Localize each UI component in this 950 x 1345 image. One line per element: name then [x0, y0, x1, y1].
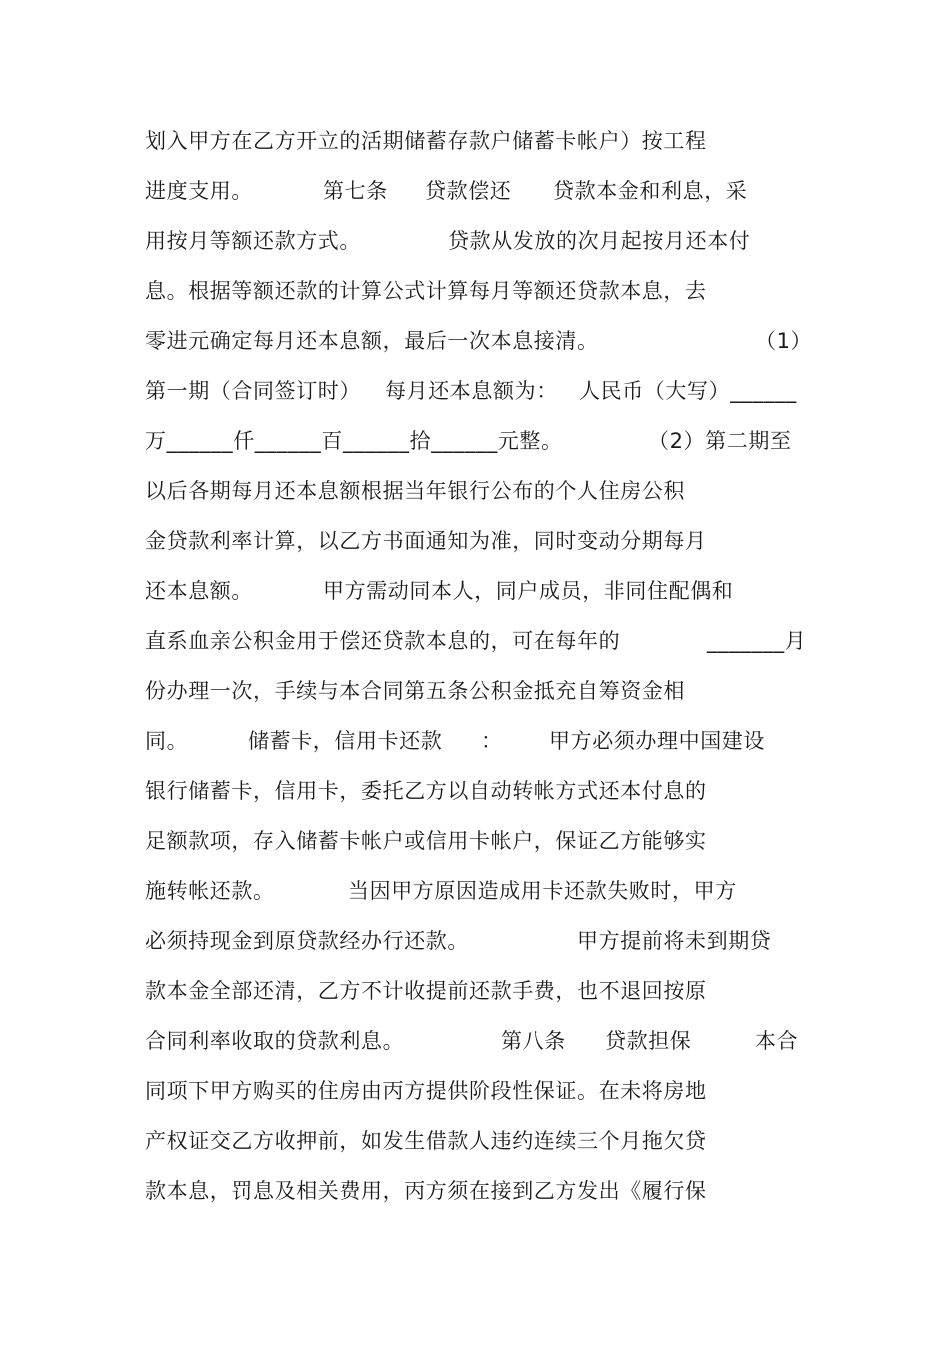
text-segment: 息。根据等额还款的计算公式计算每月等额还贷款本息，去 — [145, 279, 707, 303]
text-segment: 人民币（大写）______ — [579, 379, 797, 403]
text-segment: 金贷款利率计算，以乙方书面通知为准，同时变动分期每月 — [145, 529, 707, 553]
text-segment: 同。 — [145, 729, 189, 753]
text-segment: 第八条 — [501, 1029, 566, 1053]
text-segment: 银行储蓄卡，信用卡，委托乙方以自动转帐方式还本付息的 — [145, 779, 707, 803]
text-segment: 贷款从发放的次月起按月还本付 — [448, 229, 751, 253]
text-segment: 用按月等额还款方式。 — [145, 229, 361, 253]
text-segment: 必须持现金到原贷款经办行还款。 — [145, 929, 469, 953]
text-segment: 合同利率收取的贷款利息。 — [145, 1029, 405, 1053]
text-segment: 甲方提前将未到期贷 — [577, 929, 772, 953]
text-segment: 贷款担保 — [605, 1029, 692, 1053]
text-segment: 款本金全部还清，乙方不计收提前还款手费，也不退回按原 — [145, 979, 707, 1003]
text-segment: 进度支用。 — [145, 179, 253, 203]
text-segment: （1） — [755, 329, 813, 353]
text-segment: _______月 — [707, 629, 807, 653]
text-segment: （2）第二期至 — [648, 429, 792, 453]
text-segment: 直系血亲公积金用于偿还贷款本息的，可在每年的 — [145, 629, 621, 653]
text-segment: 每月还本息额为： — [385, 379, 558, 403]
text-segment: 本合 — [755, 1029, 799, 1053]
text-segment: 第一期（合同签订时） — [145, 379, 361, 403]
text-segment: 还本息额。 — [145, 579, 253, 603]
text-segment: 第七条 — [323, 179, 388, 203]
text-segment: 储蓄卡，信用卡还款 — [248, 729, 443, 753]
text-segment: ： — [481, 729, 503, 753]
text-segment: 甲方需动同本人，同户成员，非同住配偶和 — [323, 579, 734, 603]
text-segment: 万______仟______百______拾______元整。 — [145, 429, 563, 453]
text-segment: 贷款本金和利息，采 — [553, 179, 748, 203]
text-segment: 以后各期每月还本息额根据当年银行公布的个人住房公积 — [145, 479, 685, 503]
text-segment: 份办理一次，手续与本合同第五条公积金抵充自筹资金相 — [145, 679, 685, 703]
text-segment: 零进元确定每月还本息额，最后一次本息接清。 — [145, 329, 599, 353]
text-segment: 同项下甲方购买的住房由丙方提供阶段性保证。在未将房地 — [145, 1079, 707, 1103]
text-segment: 贷款偿还 — [425, 179, 512, 203]
text-segment: 产权证交乙方收押前，如发生借款人违约连续三个月拖欠贷 — [145, 1129, 707, 1153]
text-segment: 甲方必须办理中国建设 — [549, 729, 765, 753]
text-segment: 划入甲方在乙方开立的活期储蓄存款户储蓄卡帐户）按工程 — [145, 129, 707, 153]
text-segment: 当因甲方原因造成用卡还款失败时，甲方 — [348, 879, 737, 903]
text-segment: 款本息，罚息及相关费用，丙方须在接到乙方发出《履行保 — [145, 1179, 707, 1203]
text-segment: 足额款项，存入储蓄卡帐户或信用卡帐户，保证乙方能够实 — [145, 829, 707, 853]
text-segment: 施转帐还款。 — [145, 879, 275, 903]
